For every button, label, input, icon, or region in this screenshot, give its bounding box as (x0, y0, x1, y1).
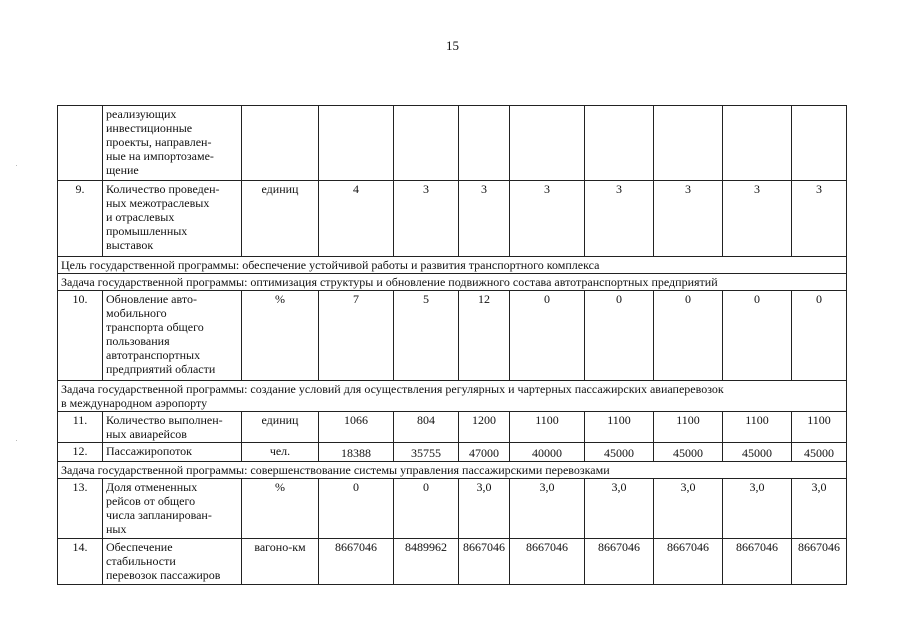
task-heading: Задача государственной программы: создание условий для осуществления регулярных и чартерных пассажирских авиаперевозок в международном аэропорту (58, 381, 847, 412)
value-cell: 8667046 (585, 539, 654, 585)
unit-cell: % (242, 479, 319, 539)
indicator-name: Доля отмененных рейсов от общего числа запланирован- ных (103, 479, 242, 539)
indicator-name: реализующих инвестиционные проекты, направлен- ные на импортозаме- щение (103, 106, 242, 181)
value-cell: 1100 (510, 412, 585, 443)
row-number: 12. (58, 443, 103, 462)
value-cell: 1100 (654, 412, 723, 443)
row-number: 9. (58, 181, 103, 257)
indicator-name: Пассажиропоток (103, 443, 242, 462)
value-cell: 1066 (319, 412, 394, 443)
value-cell: 0 (394, 479, 459, 539)
value-cell: 0 (510, 291, 585, 381)
section-task-row (58, 274, 847, 291)
value-cell: 0 (654, 291, 723, 381)
value-cell: 8667046 (723, 539, 792, 585)
value-cell: 40000 (510, 443, 585, 462)
value-cell: 3,0 (510, 479, 585, 539)
value-cell: 0 (319, 479, 394, 539)
value-cell: 45000 (654, 443, 723, 462)
row-number: 10. (58, 291, 103, 381)
page-number: 15 (446, 38, 459, 53)
value-cell: 45000 (792, 443, 847, 462)
table-row (58, 539, 847, 585)
indicator-name: Обновление авто- мобильного транспорта общего пользования автотранспортных предприятий области (103, 291, 242, 381)
row-number: 14. (58, 539, 103, 585)
value-cell: 3 (459, 181, 510, 257)
indicator-name: Количество выполнен- ных авиарейсов (103, 412, 242, 443)
value-cell: 1100 (792, 412, 847, 443)
value-cell: 3 (792, 181, 847, 257)
value-cell: 45000 (723, 443, 792, 462)
section-task-row (58, 381, 847, 412)
section-goal-row (58, 257, 847, 274)
value-cell: 3 (585, 181, 654, 257)
table-row (58, 181, 847, 257)
value-cell: 1100 (723, 412, 792, 443)
task-heading: Задача государственной программы: оптимизация структуры и обновление подвижного состава автотранспортных предприятий (58, 274, 847, 291)
unit-cell: % (242, 291, 319, 381)
value-cell: 35755 (394, 443, 459, 462)
unit-cell: чел. (242, 443, 319, 462)
table-row (58, 443, 847, 462)
value-cell: 3,0 (585, 479, 654, 539)
value-cell: 4 (319, 181, 394, 257)
row-number: 11. (58, 412, 103, 443)
value-cell: 3 (654, 181, 723, 257)
value-cell: 0 (723, 291, 792, 381)
value-cell: 5 (394, 291, 459, 381)
value-cell: 3 (510, 181, 585, 257)
goal-heading: Цель государственной программы: обеспечение устойчивой работы и развития транспортного комплекса (58, 257, 847, 274)
section-task-row (58, 462, 847, 479)
value-cell: 12 (459, 291, 510, 381)
value-cell: 1200 (459, 412, 510, 443)
value-cell: 3 (723, 181, 792, 257)
value-cell: 8667046 (319, 539, 394, 585)
value-cell: 3 (394, 181, 459, 257)
scan-speck (16, 440, 17, 441)
value-cell: 8489962 (394, 539, 459, 585)
value-cell: 47000 (459, 443, 510, 462)
row-number: 13. (58, 479, 103, 539)
unit-cell: единиц (242, 181, 319, 257)
table-row-continuation (58, 106, 847, 181)
value-cell: 3,0 (723, 479, 792, 539)
value-cell: 8667046 (459, 539, 510, 585)
indicator-name: Количество проведен- ных межотраслевых и отраслевых промышленных выставок (103, 181, 242, 257)
value-cell: 45000 (585, 443, 654, 462)
value-cell: 18388 (319, 443, 394, 462)
indicators-table (57, 105, 847, 585)
table-row (58, 412, 847, 443)
value-cell: 8667046 (510, 539, 585, 585)
value-cell: 8667046 (792, 539, 847, 585)
table-row (58, 479, 847, 539)
value-cell: 3,0 (792, 479, 847, 539)
value-cell: 7 (319, 291, 394, 381)
value-cell: 8667046 (654, 539, 723, 585)
task-heading: Задача государственной программы: совершенствование системы управления пассажирскими перевозками (58, 462, 847, 479)
value-cell: 1100 (585, 412, 654, 443)
value-cell: 804 (394, 412, 459, 443)
value-cell: 3,0 (654, 479, 723, 539)
row-number (58, 106, 103, 181)
scan-speck (16, 165, 17, 166)
value-cell: 0 (585, 291, 654, 381)
unit-cell: вагоно-км (242, 539, 319, 585)
value-cell: 0 (792, 291, 847, 381)
value-cell: 3,0 (459, 479, 510, 539)
table-row (58, 291, 847, 381)
unit-cell: единиц (242, 412, 319, 443)
indicator-name: Обеспечение стабильности перевозок пассажиров (103, 539, 242, 585)
